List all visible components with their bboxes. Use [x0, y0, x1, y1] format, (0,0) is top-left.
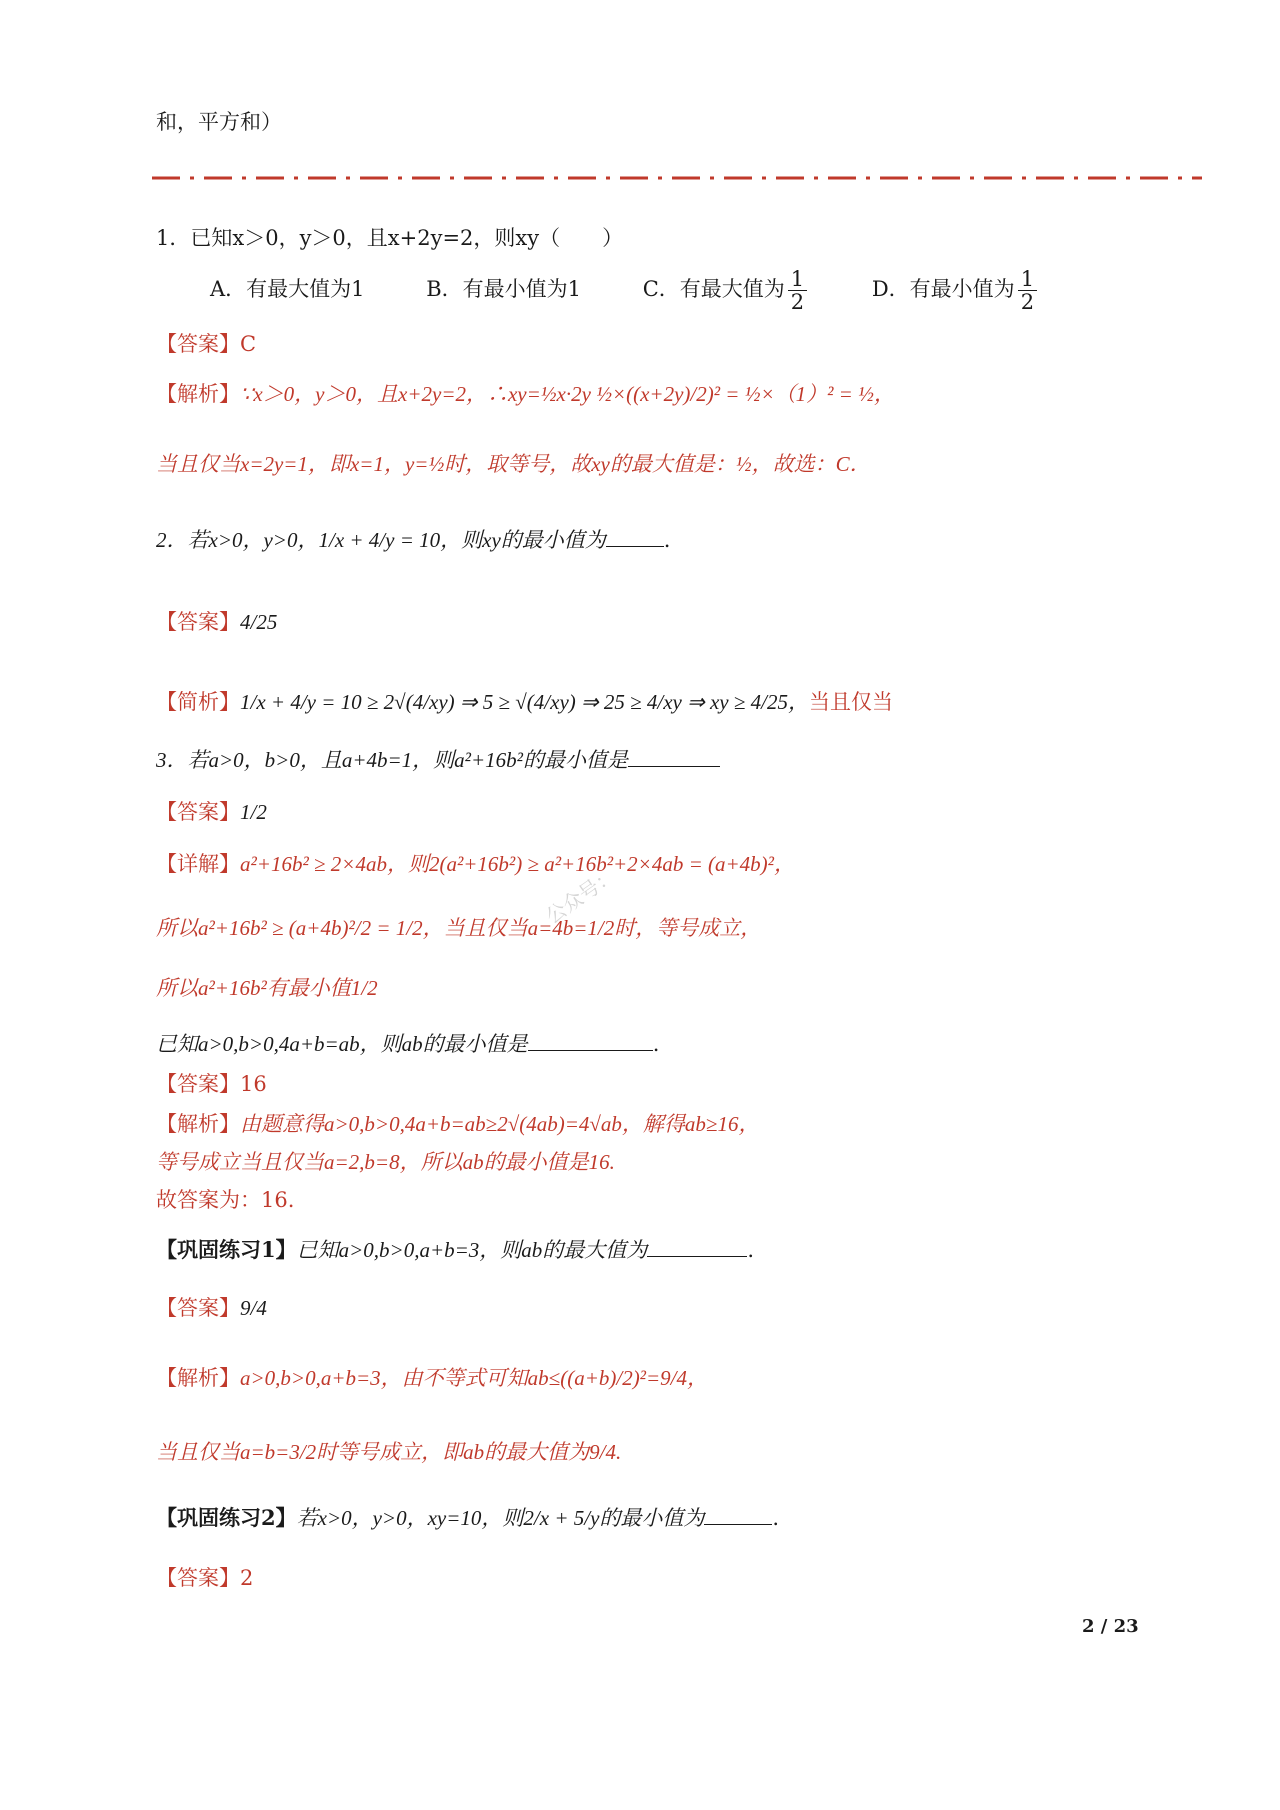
- q2-blank: [606, 528, 664, 547]
- q3-detail-2: 所以a²+16b² ≥ (a+4b)²/2 = 1/2，当且仅当a=4b=1/2时，等号成立，: [156, 916, 762, 940]
- q1-stem: 1．已知x＞0，y＞0，且x+2y=2，则xy（ ）: [156, 226, 624, 250]
- q2-answer: 【答案】4/25: [156, 610, 278, 634]
- header-text: 和，平方和）: [156, 110, 282, 134]
- q1-analysis-2: 当且仅当x=2y=1，即x=1，y=½时，取等号，故xy的最大值是：½，故选：C．: [156, 452, 871, 476]
- q3-answer: 【答案】1/2: [156, 800, 267, 824]
- ex2-blank: [704, 1506, 772, 1525]
- dash-dot-divider: [152, 176, 1202, 180]
- q4-analysis-2: 等号成立当且仅当a=2,b=8，所以ab的最小值是16.: [156, 1150, 615, 1174]
- q3-detail-3: 所以a²+16b²有最小值1/2: [156, 976, 378, 1000]
- q1-option-b: B．有最小值为1: [426, 277, 582, 302]
- q3-blank: [628, 748, 720, 767]
- q4-stem: 已知a>0,b>0,4a+b=ab，则ab的最小值是 .: [156, 1032, 660, 1056]
- watermark: 公众号：: [541, 862, 621, 929]
- q4-blank: [528, 1032, 653, 1051]
- q3-detail-1: 【详解】a²+16b² ≥ 2×4ab，则2(a²+16b²) ≥ a²+16b²+2×4ab = (a+4b)²，: [156, 852, 795, 876]
- q1-option-d: D．有最小值为 $\frac{1}{2}$: [872, 268, 1040, 313]
- q4-answer: 【答案】16: [156, 1072, 267, 1096]
- ex1-stem: 【巩固练习1】已知a>0,b>0,a+b=3，则ab的最大值为 .: [156, 1237, 754, 1262]
- q1-option-c: C．有最大值为 $\frac{1}{2}$: [643, 268, 810, 313]
- q4-analysis-1: 【解析】由题意得a>0,b>0,4a+b=ab≥2√(4ab)=4√ab，解得ab≥16，: [156, 1112, 760, 1136]
- ex2-tag: 【巩固练习2】: [156, 1505, 297, 1530]
- ex1-tag: 【巩固练习1】: [156, 1237, 297, 1262]
- ex1-analysis-2: 当且仅当a=b=3/2时等号成立，即ab的最大值为9/4.: [156, 1440, 622, 1464]
- q1-option-a: A．有最大值为1: [210, 277, 365, 302]
- ex1-blank: [647, 1238, 747, 1257]
- q1-answer: 【答案】C: [156, 332, 257, 356]
- q1-options: [210, 268, 1095, 313]
- ex2-stem: 【巩固练习2】若x>0，y>0，xy=10，则2/x + 5/y的最小值为 .: [156, 1505, 780, 1530]
- header-fragment: [156, 106, 282, 136]
- q2-stem: 2．若x>0，y>0，1/x + 4/y = 10，则xy的最小值为 .: [156, 528, 671, 552]
- ex1-analysis-1: 【解析】a>0,b>0,a+b=3，由不等式可知ab≤((a+b)/2)²=9/4，: [156, 1366, 708, 1390]
- q3-stem: 3．若a>0，b>0，且a+4b=1，则a²+16b²的最小值是: [156, 744, 720, 774]
- ex2-answer: 【答案】2: [156, 1566, 254, 1590]
- q4-analysis-3: 故答案为：16.: [156, 1188, 295, 1212]
- q2-analysis: 【简析】1/x + 4/y = 10 ≥ 2√(4/xy) ⇒ 5 ≥ √(4/xy) ⇒ 25 ≥ 4/xy ⇒ xy ≥ 4/25，当且仅当: [156, 690, 893, 714]
- page-number: 2 / 23: [1082, 1616, 1139, 1637]
- q1-analysis-1: 【解析】∵x＞0，y＞0，且x+2y=2，∴xy=½x·2y ½×((x+2y)/2)² = ½×（1）² = ½，: [156, 382, 895, 406]
- ex1-answer: 【答案】9/4: [156, 1296, 267, 1320]
